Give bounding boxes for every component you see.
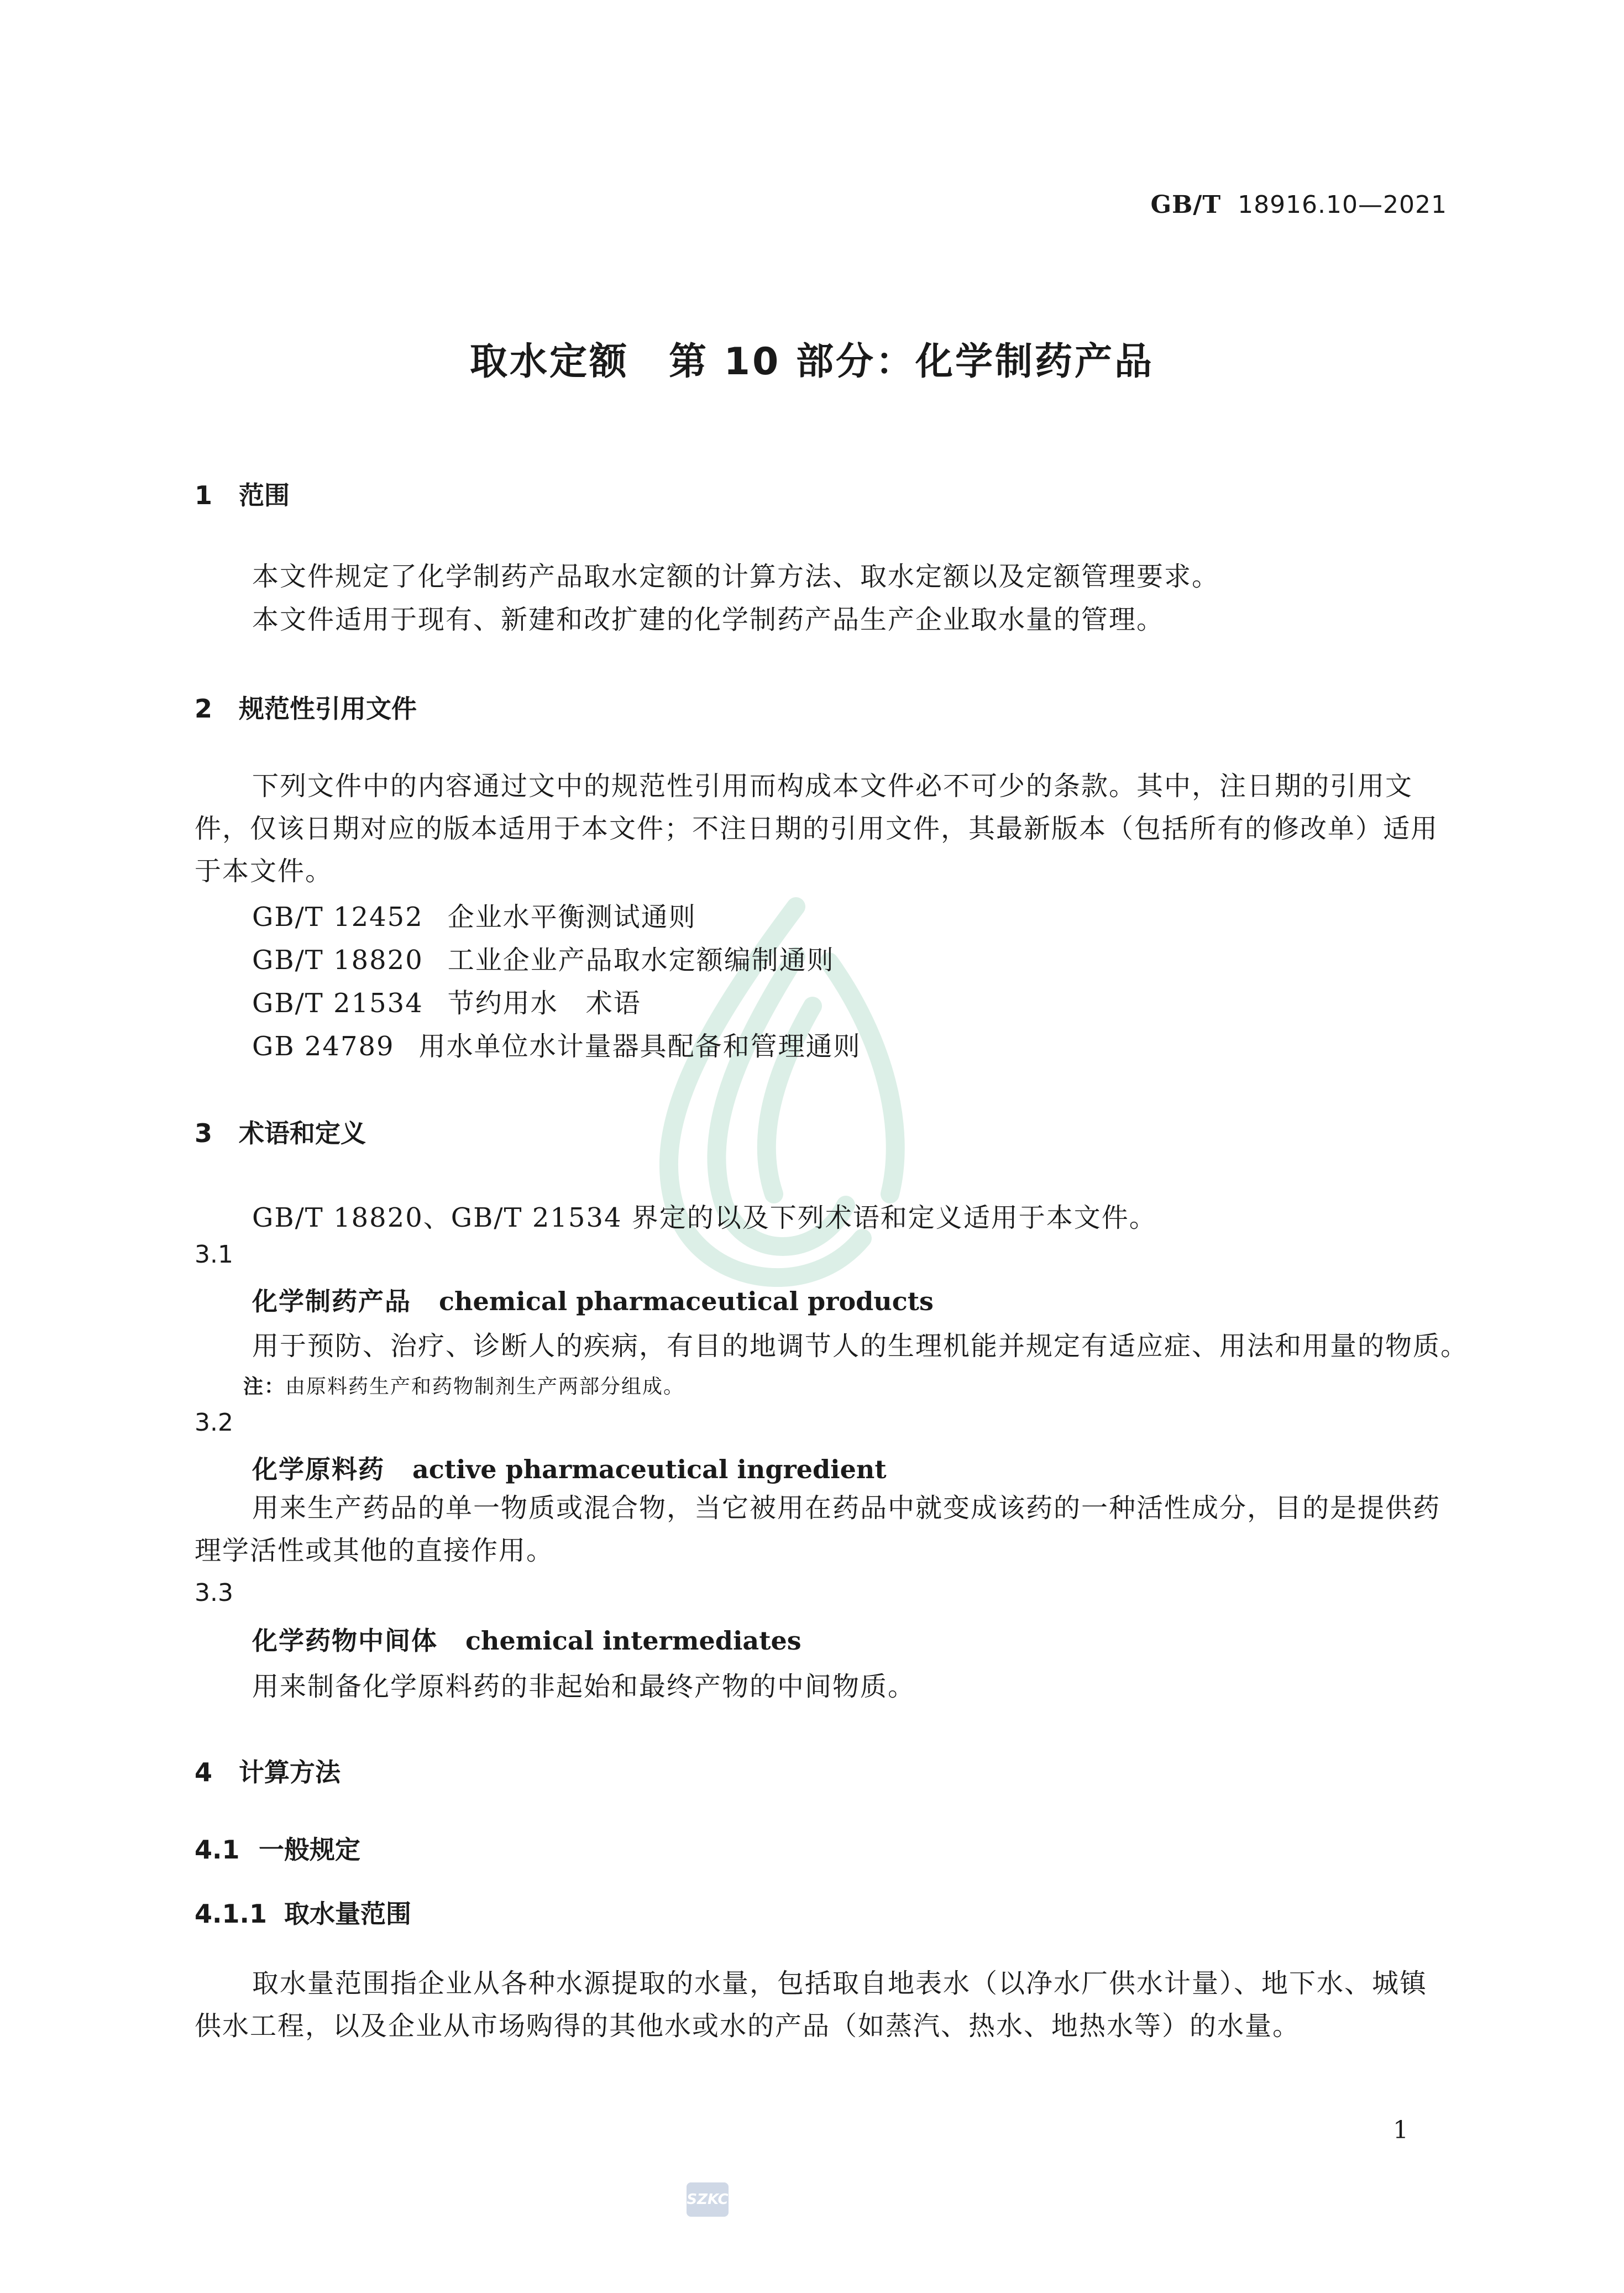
reference-name: 用水单位水计量器具配备和管理通则 — [418, 1031, 861, 1062]
reference-code: GB/T 12452 — [252, 902, 423, 933]
section-3-heading — [195, 1113, 366, 1150]
reference-code: GB/T 18820 — [252, 945, 423, 976]
section-1-number: 1 — [195, 480, 213, 510]
section-3-intro: GB/T 18820、GB/T 21534 界定的以及下列术语和定义适用于本文件。 — [252, 1202, 1157, 1233]
section-4-1-title: 一般规定 — [259, 1835, 360, 1865]
section-4-1-1-heading — [195, 1894, 411, 1930]
term-number: 3.1 — [195, 1240, 233, 1269]
reference-item — [252, 982, 641, 1020]
term-en: active pharmaceutical ingredient — [412, 1454, 887, 1484]
reference-item — [252, 1025, 861, 1063]
section-2-title: 规范性引用文件 — [239, 694, 417, 724]
section-4-1-heading — [195, 1830, 360, 1866]
section-2-intro: 下列文件中的内容通过文中的规范性引用而构成本文件必不可少的条款。其中，注日期的引用文件，仅该日期对应的版本适用于本文件；不注日期的引用文件，其最新版本（包括所有的修改单）适用于本文件。 — [195, 771, 1439, 887]
term-zh: 化学制药产品 — [252, 1286, 411, 1316]
term-number: 3.3 — [195, 1579, 233, 1607]
term-heading — [252, 1281, 934, 1318]
section-1-title: 范围 — [239, 480, 290, 510]
reference-code: GB 24789 — [252, 1031, 395, 1062]
term-definition: 用来生产药品的单一物质或混合物，当它被用在药品中就变成该药的一种活性成分，目的是提供药理学活性或其他的直接作用。 — [195, 1493, 1441, 1566]
reference-name: 工业企业产品取水定额编制通则 — [447, 945, 835, 976]
term-note-text: 由原料药生产和药物制剂生产两部分组成。 — [285, 1375, 685, 1398]
term-zh: 化学药物中间体 — [252, 1626, 438, 1656]
section-1-paragraph-2: 本文件适用于现有、新建和改扩建的化学制药产品生产企业取水量的管理。 — [252, 604, 1165, 635]
term-heading — [252, 1621, 801, 1657]
term-heading — [252, 1449, 887, 1486]
section-4-1-1-title: 取水量范围 — [284, 1899, 411, 1929]
document-code — [1151, 191, 1447, 219]
document-code-prefix: GB/T — [1150, 191, 1222, 219]
section-4-number: 4 — [195, 1757, 213, 1787]
document-code-number: 18916.10—2021 — [1238, 191, 1447, 219]
section-2-heading — [195, 689, 417, 725]
section-4-1-number: 4.1 — [195, 1835, 240, 1865]
term-note — [243, 1371, 684, 1399]
section-4-title: 计算方法 — [239, 1757, 340, 1787]
section-1-paragraph-1: 本文件规定了化学制药产品取水定额的计算方法、取水定额以及定额管理要求。 — [252, 561, 1220, 592]
section-3-title: 术语和定义 — [239, 1118, 366, 1148]
reference-code: GB/T 21534 — [252, 988, 423, 1019]
term-definition: 用于预防、治疗、诊断人的疾病，有目的地调节人的生理机能并规定有适应症、用法和用量的物质。 — [252, 1331, 1469, 1362]
term-zh: 化学原料药 — [252, 1454, 385, 1484]
term-en: chemical pharmaceutical products — [439, 1286, 934, 1316]
section-4-heading — [195, 1752, 340, 1789]
section-3-number: 3 — [195, 1118, 213, 1148]
footer-logo: SZKC — [687, 2182, 729, 2217]
page-title: 取水定额 第 10 部分：化学制药产品 — [470, 340, 1154, 384]
section-4-1-1-paragraph: 取水量范围指企业从各种水源提取的水量，包括取自地表水（以净水厂供水计量）、地下水、城镇供水工程，以及企业从市场购得的其他水或水的产品（如蒸汽、热水、地热水等）的水量。 — [195, 1968, 1428, 2041]
section-1-heading — [195, 475, 290, 512]
reference-item — [252, 896, 696, 934]
term-en: chemical intermediates — [465, 1626, 801, 1656]
term-note-label: 注： — [243, 1375, 286, 1398]
section-2-number: 2 — [195, 694, 213, 724]
page-number: 1 — [1393, 2116, 1408, 2144]
term-definition: 用来制备化学原料药的非起始和最终产物的中间物质。 — [252, 1671, 916, 1702]
reference-name: 节约用水 术语 — [447, 988, 641, 1019]
reference-name: 企业水平衡测试通则 — [447, 902, 696, 933]
section-4-1-1-number: 4.1.1 — [195, 1899, 267, 1929]
term-number: 3.2 — [195, 1409, 233, 1437]
reference-item — [252, 939, 835, 977]
